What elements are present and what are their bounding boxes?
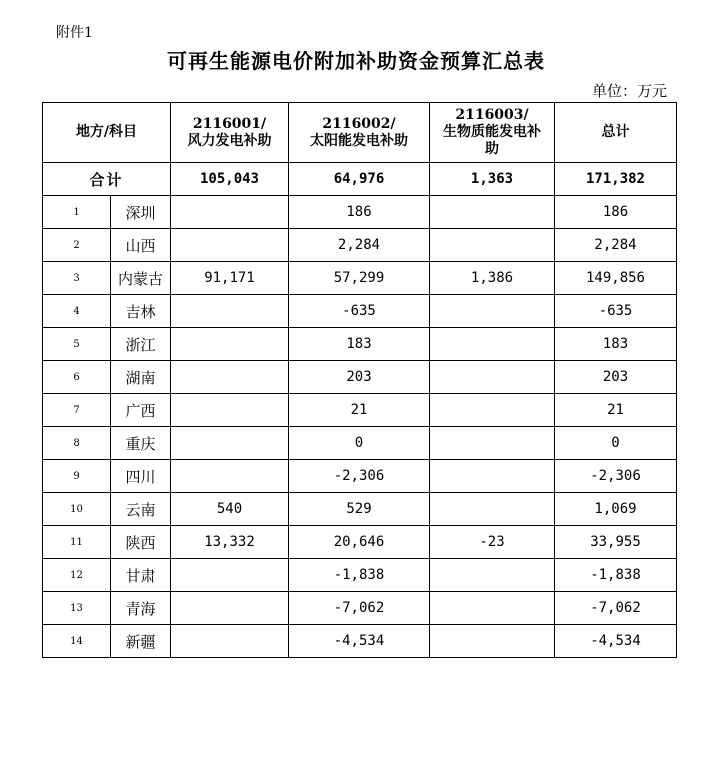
solar-cell: -4,534 — [289, 625, 430, 658]
row-index: 13 — [43, 592, 111, 625]
total-sum: 171,382 — [555, 163, 677, 196]
solar-cell: 2,284 — [289, 229, 430, 262]
province-cell: 深圳 — [111, 196, 171, 229]
row-index: 10 — [43, 493, 111, 526]
header-solar-name: 太阳能发电补助 — [310, 132, 408, 149]
province-cell: 新疆 — [111, 625, 171, 658]
solar-cell: 57,299 — [289, 262, 430, 295]
table-row — [43, 625, 677, 658]
total-bio: 1,363 — [430, 163, 555, 196]
province-cell: 吉林 — [111, 295, 171, 328]
table-row — [43, 229, 677, 262]
total-cell: -635 — [555, 295, 677, 328]
bio-cell — [430, 493, 555, 526]
solar-cell: 186 — [289, 196, 430, 229]
province-cell: 重庆 — [111, 427, 171, 460]
bio-cell — [430, 427, 555, 460]
wind-cell — [171, 196, 289, 229]
total-cell: 0 — [555, 427, 677, 460]
bio-cell — [430, 196, 555, 229]
table-row — [43, 559, 677, 592]
bio-cell — [430, 394, 555, 427]
table-row — [43, 361, 677, 394]
row-index: 4 — [43, 295, 111, 328]
total-cell: -7,062 — [555, 592, 677, 625]
header-row — [43, 103, 677, 163]
solar-cell: 203 — [289, 361, 430, 394]
header-solar-code: 2116002/ — [322, 115, 396, 132]
total-cell: -4,534 — [555, 625, 677, 658]
header-bio-code: 2116003/ — [455, 107, 529, 123]
province-cell: 山西 — [111, 229, 171, 262]
header-wind-name: 风力发电补助 — [187, 132, 272, 149]
province-cell: 青海 — [111, 592, 171, 625]
total-cell: 149,856 — [555, 262, 677, 295]
solar-cell: 0 — [289, 427, 430, 460]
solar-cell: 20,646 — [289, 526, 430, 559]
row-index: 5 — [43, 328, 111, 361]
page-title: 可再生能源电价附加补助资金预算汇总表 — [167, 49, 545, 73]
wind-cell — [171, 460, 289, 493]
row-index: 3 — [43, 262, 111, 295]
table-row — [43, 493, 677, 526]
wind-cell — [171, 592, 289, 625]
solar-cell: 183 — [289, 328, 430, 361]
header-region: 地方/科目 — [43, 103, 171, 163]
province-cell: 陕西 — [111, 526, 171, 559]
total-solar: 64,976 — [289, 163, 430, 196]
wind-cell — [171, 328, 289, 361]
total-cell: 21 — [555, 394, 677, 427]
bio-cell: 1,386 — [430, 262, 555, 295]
table-row — [43, 592, 677, 625]
total-cell: 1,069 — [555, 493, 677, 526]
wind-cell: 91,171 — [171, 262, 289, 295]
solar-cell: -1,838 — [289, 559, 430, 592]
province-cell: 甘肃 — [111, 559, 171, 592]
wind-cell — [171, 229, 289, 262]
province-cell: 湖南 — [111, 361, 171, 394]
solar-cell: 529 — [289, 493, 430, 526]
total-label: 合计 — [43, 163, 171, 196]
row-index: 9 — [43, 460, 111, 493]
header-wind — [171, 103, 289, 163]
wind-cell — [171, 625, 289, 658]
unit-label: 单位：万元 — [592, 82, 668, 100]
table-row — [43, 328, 677, 361]
bio-cell — [430, 328, 555, 361]
bio-cell — [430, 559, 555, 592]
table-row — [43, 262, 677, 295]
total-cell: 186 — [555, 196, 677, 229]
total-cell: 183 — [555, 328, 677, 361]
province-cell: 云南 — [111, 493, 171, 526]
wind-cell — [171, 427, 289, 460]
total-cell: 2,284 — [555, 229, 677, 262]
table-row — [43, 526, 677, 559]
header-bio — [430, 103, 555, 163]
wind-cell: 540 — [171, 493, 289, 526]
bio-cell — [430, 592, 555, 625]
wind-cell: 13,332 — [171, 526, 289, 559]
row-index: 14 — [43, 625, 111, 658]
table-row — [43, 394, 677, 427]
solar-cell: -2,306 — [289, 460, 430, 493]
row-index: 1 — [43, 196, 111, 229]
province-cell: 内蒙古 — [111, 262, 171, 295]
bio-cell — [430, 460, 555, 493]
budget-table — [42, 102, 677, 658]
wind-cell — [171, 361, 289, 394]
bio-cell: -23 — [430, 526, 555, 559]
solar-cell: -635 — [289, 295, 430, 328]
province-cell: 广西 — [111, 394, 171, 427]
solar-cell: 21 — [289, 394, 430, 427]
province-cell: 四川 — [111, 460, 171, 493]
row-index: 7 — [43, 394, 111, 427]
row-index: 11 — [43, 526, 111, 559]
wind-cell — [171, 295, 289, 328]
total-cell: 203 — [555, 361, 677, 394]
header-solar — [289, 103, 430, 163]
province-cell: 浙江 — [111, 328, 171, 361]
bio-cell — [430, 625, 555, 658]
table-row — [43, 196, 677, 229]
total-wind: 105,043 — [171, 163, 289, 196]
wind-cell — [171, 559, 289, 592]
header-bio-name: 生物质能发电补助 — [443, 124, 541, 157]
bio-cell — [430, 295, 555, 328]
row-index: 6 — [43, 361, 111, 394]
table-row — [43, 460, 677, 493]
row-index: 8 — [43, 427, 111, 460]
header-total: 总计 — [555, 103, 677, 163]
table-row — [43, 295, 677, 328]
wind-cell — [171, 394, 289, 427]
row-index: 12 — [43, 559, 111, 592]
attachment-label: 附件1 — [56, 25, 93, 41]
total-cell: -1,838 — [555, 559, 677, 592]
total-cell: -2,306 — [555, 460, 677, 493]
solar-cell: -7,062 — [289, 592, 430, 625]
bio-cell — [430, 361, 555, 394]
header-wind-code: 2116001/ — [192, 115, 267, 132]
table-row — [43, 427, 677, 460]
total-cell: 33,955 — [555, 526, 677, 559]
bio-cell — [430, 229, 555, 262]
row-index: 2 — [43, 229, 111, 262]
total-row — [43, 163, 677, 196]
